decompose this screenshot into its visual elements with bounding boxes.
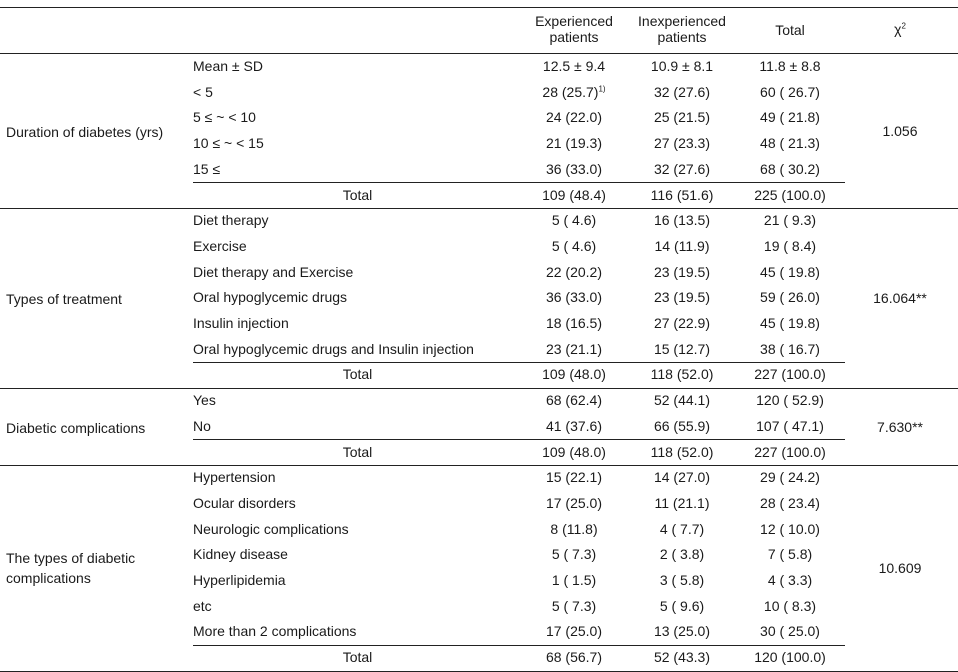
total-value: 225 (100.0) — [754, 186, 826, 203]
total-value: 107 ( 47.1) — [756, 417, 824, 434]
row-label: Diet therapy — [193, 212, 269, 229]
inexperienced-value: 116 (51.6) — [650, 186, 714, 203]
experienced-value — [522, 263, 626, 281]
header-inexperienced: Inexperienced patients — [638, 13, 726, 45]
experienced-value — [522, 237, 626, 255]
experienced-value — [522, 288, 626, 306]
row-label: Neurologic complications — [193, 520, 349, 537]
experienced-value — [522, 571, 626, 589]
row-label: Oral hypoglycemic drugs and Insulin injection — [193, 340, 474, 357]
subtotal-rule — [193, 439, 845, 440]
inexperienced-value: 4 ( 7.7) — [659, 520, 705, 537]
experienced-value — [522, 622, 626, 640]
group-rule — [0, 465, 958, 466]
row-label: 5 ≤ ~ < 10 — [193, 109, 256, 126]
total-value: 12 ( 10.0) — [760, 520, 820, 537]
experienced-value-text: 109 (48.4) — [542, 186, 606, 203]
inexperienced-value: 11 (21.1) — [654, 494, 710, 511]
inexperienced-value: 66 (55.9) — [653, 417, 711, 434]
experienced-value — [522, 134, 626, 152]
inexperienced-value: 32 (27.6) — [653, 160, 711, 177]
total-value: 45 ( 19.8) — [760, 263, 820, 280]
experienced-value-text: 5 ( 7.3) — [551, 546, 597, 563]
inexperienced-value: 52 (44.1) — [653, 392, 711, 409]
footnote-marker: 1) — [598, 84, 606, 94]
total-label: Total — [342, 366, 373, 383]
total-value: 227 (100.0) — [754, 443, 826, 460]
inexperienced-value: 2 ( 3.8) — [659, 546, 705, 563]
total-value: 10 ( 8.3) — [763, 597, 817, 614]
inexperienced-value: 10.9 ± 8.1 — [650, 58, 714, 74]
row-label: No — [193, 417, 211, 434]
experienced-value-text: 18 (16.5) — [545, 315, 603, 331]
inexperienced-value: 27 (22.9) — [653, 315, 711, 331]
experienced-value — [522, 365, 626, 383]
experienced-value — [522, 340, 626, 358]
total-value: 227 (100.0) — [754, 366, 826, 383]
total-value: 29 ( 24.2) — [760, 469, 820, 486]
category-label: The types of diabetic complications — [6, 550, 136, 586]
experienced-value — [522, 494, 626, 512]
experienced-value-text: 17 (25.0) — [545, 494, 603, 511]
experienced-value-text: 41 (37.6) — [545, 417, 603, 434]
group-rule — [0, 208, 958, 209]
total-value: 21 ( 9.3) — [763, 212, 817, 229]
experienced-value — [522, 160, 626, 178]
total-value: 49 ( 21.8) — [760, 109, 820, 126]
total-value: 48 ( 21.3) — [760, 135, 820, 152]
inexperienced-value: 3 ( 5.8) — [659, 572, 705, 588]
total-value: 28 ( 23.4) — [760, 494, 820, 511]
inexperienced-value: 118 (52.0) — [650, 366, 714, 383]
experienced-value-text: 5 ( 4.6) — [551, 237, 597, 254]
total-label: Total — [342, 186, 373, 203]
experienced-value-text: 5 ( 4.6) — [551, 212, 597, 229]
experienced-value — [522, 520, 626, 538]
experienced-value — [522, 597, 626, 615]
experienced-value — [522, 57, 626, 75]
inexperienced-value: 118 (52.0) — [650, 443, 714, 460]
row-label: 10 ≤ ~ < 15 — [193, 135, 264, 152]
subtotal-rule — [193, 362, 845, 363]
chi-superscript: 2 — [901, 21, 906, 31]
experienced-value — [522, 417, 626, 435]
experienced-value-text: 36 (33.0) — [545, 160, 603, 177]
experienced-value — [522, 468, 626, 486]
experienced-value-text: 17 (25.0) — [545, 623, 603, 640]
total-value: 11.8 ± 8.8 — [759, 58, 821, 74]
row-label: Diet therapy and Exercise — [193, 263, 354, 280]
experienced-value-text: 8 (11.8) — [550, 520, 598, 537]
total-value: 4 ( 3.3) — [767, 572, 813, 588]
row-label: Oral hypoglycemic drugs — [193, 289, 348, 306]
row-label: etc — [193, 597, 212, 614]
row-label: Hypertension — [193, 469, 276, 486]
inexperienced-value: 14 (27.0) — [653, 469, 711, 486]
row-label: Hyperlipidemia — [193, 572, 286, 588]
chi-square-value: 10.609 — [878, 560, 922, 576]
experienced-value — [522, 211, 626, 229]
experienced-value — [522, 108, 626, 126]
total-value: 59 ( 26.0) — [760, 289, 820, 306]
experienced-value — [522, 83, 626, 101]
total-label: Total — [342, 443, 373, 460]
experienced-value — [522, 545, 626, 563]
total-value: 120 (100.0) — [754, 649, 826, 666]
experienced-value — [522, 186, 626, 204]
experienced-value-text: 109 (48.0) — [542, 366, 606, 383]
experienced-value — [522, 648, 626, 666]
experienced-value-text: 15 (22.1) — [545, 469, 603, 486]
inexperienced-value: 14 (11.9) — [654, 237, 710, 254]
total-value: 68 ( 30.2) — [760, 160, 820, 177]
inexperienced-value: 15 (12.7) — [653, 340, 711, 357]
experienced-value-text: 1 ( 1.5) — [551, 572, 597, 588]
total-value: 120 ( 52.9) — [756, 392, 824, 409]
header-experienced: Experienced patients — [535, 13, 613, 45]
experienced-value-text: 36 (33.0) — [545, 289, 603, 306]
row-label: More than 2 complications — [193, 623, 357, 640]
experienced-value-text: 68 (62.4) — [545, 392, 603, 409]
total-value: 7 ( 5.8) — [767, 546, 813, 563]
experienced-value — [522, 443, 626, 461]
total-value: 38 ( 16.7) — [760, 340, 820, 357]
chi-square-value: 16.064** — [873, 290, 927, 306]
total-value: 19 ( 8.4) — [763, 237, 817, 254]
experienced-value — [522, 391, 626, 409]
subtotal-rule — [193, 182, 845, 183]
experienced-value-text: 28 (25.7) — [542, 83, 599, 100]
row-label: Insulin injection — [193, 315, 289, 331]
header-total: Total — [775, 22, 805, 38]
inexperienced-value: 23 (19.5) — [653, 289, 711, 306]
inexperienced-value: 13 (25.0) — [653, 623, 711, 640]
experienced-value-text: 21 (19.3) — [545, 135, 603, 152]
header-rule — [0, 53, 958, 54]
top-rule — [0, 7, 958, 8]
inexperienced-value: 5 ( 9.6) — [659, 597, 705, 614]
chi-square-value: 1.056 — [882, 123, 918, 139]
inexperienced-value: 32 (27.6) — [653, 83, 711, 100]
experienced-value-text: 109 (48.0) — [542, 443, 606, 460]
chi-symbol: χ — [894, 21, 902, 37]
experienced-value-text: 24 (22.0) — [545, 109, 603, 126]
row-label: Yes — [193, 392, 216, 409]
category-label: Diabetic complications — [6, 420, 146, 436]
row-label: Mean ± SD — [193, 58, 263, 74]
header-chi-square — [842, 21, 958, 37]
total-value: 30 ( 25.0) — [760, 623, 820, 640]
row-label: Ocular disorders — [193, 494, 296, 511]
inexperienced-value: 23 (19.5) — [653, 263, 711, 280]
subtotal-rule — [193, 645, 845, 646]
experienced-value-text: 68 (56.7) — [545, 649, 603, 666]
inexperienced-value: 27 (23.3) — [653, 135, 711, 152]
experienced-value-text: 5 ( 7.3) — [551, 597, 597, 614]
experienced-value-text: 22 (20.2) — [545, 263, 603, 280]
total-value: 60 ( 26.7) — [760, 83, 820, 100]
total-value: 45 ( 19.8) — [760, 315, 820, 331]
group-rule — [0, 388, 958, 389]
row-label: Kidney disease — [193, 546, 288, 563]
row-label: 15 ≤ — [193, 160, 221, 177]
inexperienced-value: 52 (43.3) — [653, 649, 711, 666]
experienced-value-text: 23 (21.1) — [545, 340, 603, 357]
row-label: < 5 — [193, 83, 213, 100]
total-label: Total — [342, 649, 373, 666]
inexperienced-value: 16 (13.5) — [653, 212, 711, 229]
category-label: Types of treatment — [6, 291, 122, 307]
category-label: Duration of diabetes (yrs) — [6, 124, 164, 140]
chi-square-value: 7.630** — [877, 419, 923, 435]
inexperienced-value: 25 (21.5) — [653, 109, 711, 126]
experienced-value — [522, 314, 626, 332]
row-label: Exercise — [193, 237, 247, 254]
experienced-value-text: 12.5 ± 9.4 — [542, 58, 606, 74]
